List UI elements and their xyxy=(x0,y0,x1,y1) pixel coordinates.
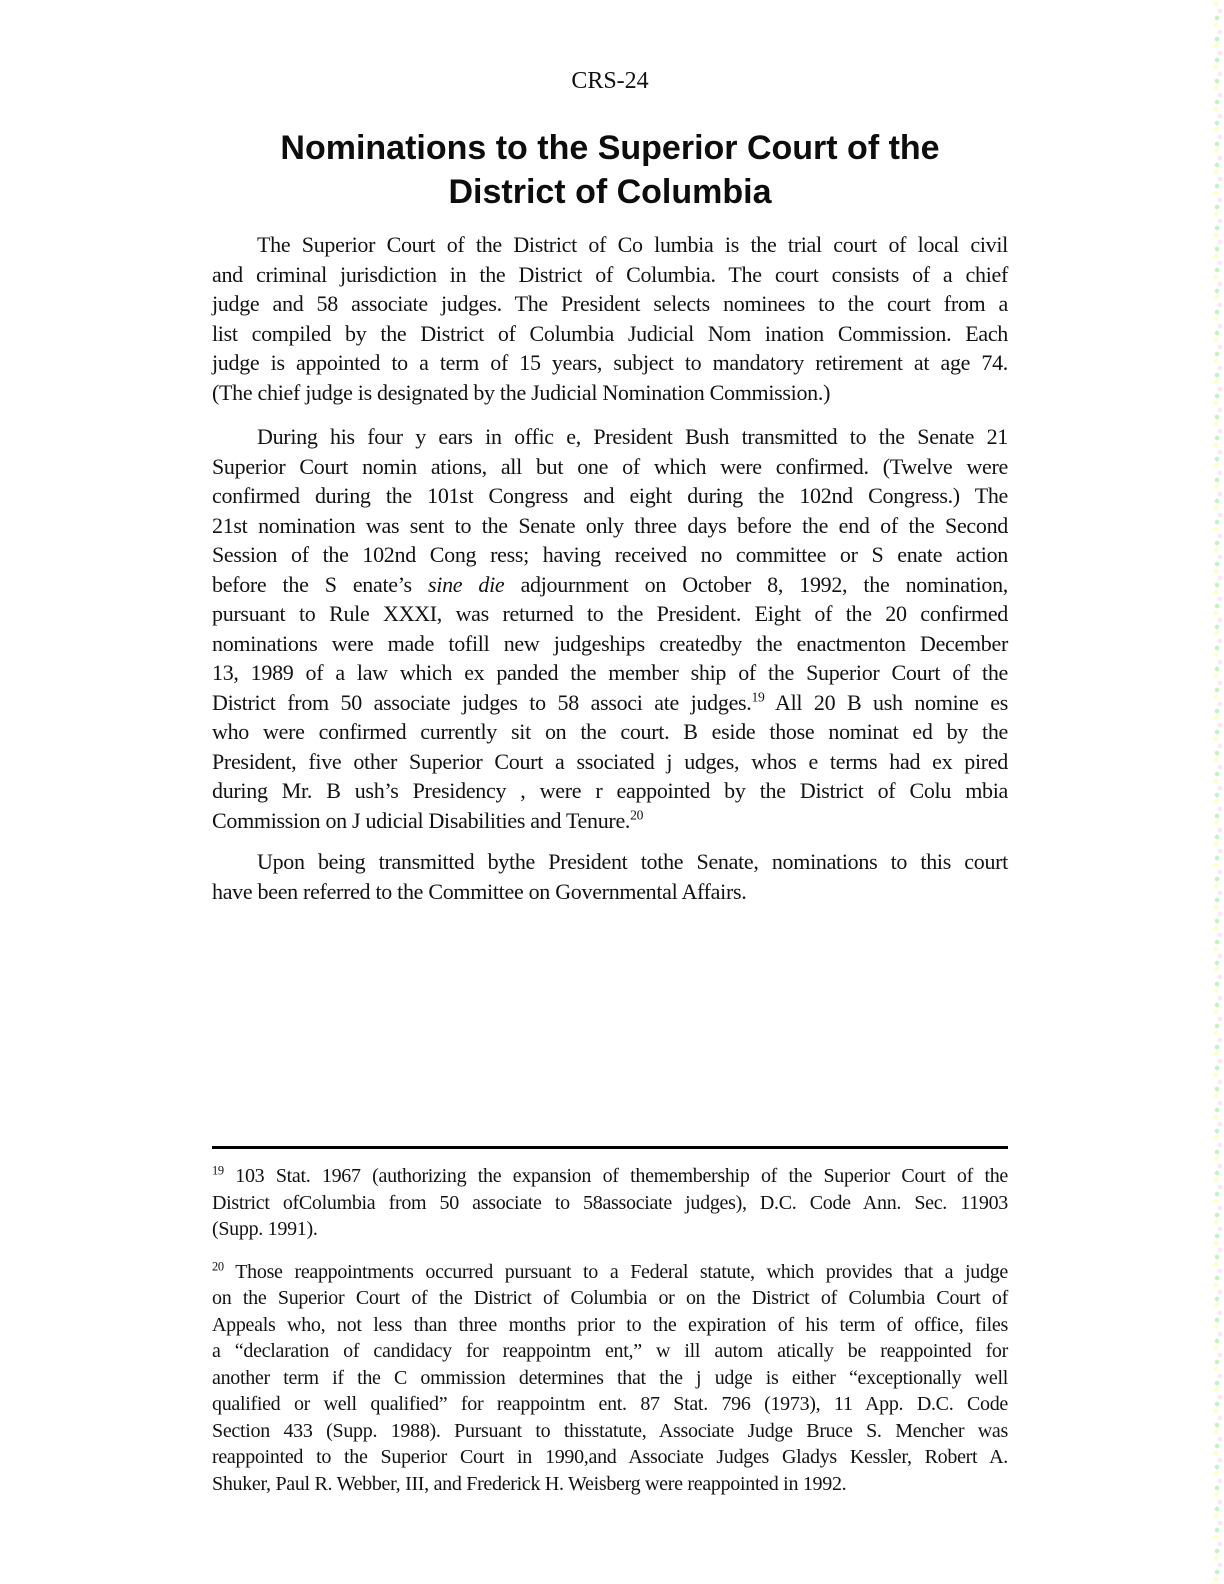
document-title xyxy=(212,126,1008,214)
text-line: confirmed during the 101st Congress and eight during the 102nd Congress.) The xyxy=(212,483,1008,508)
text-line: judge and 58 associate judges. The President selects nominees to the court from a xyxy=(212,291,1008,316)
text-line: list compiled by the District of Columbia Judicial Nom ination Commission. Each xyxy=(212,320,1008,346)
page-header: CRS-24 xyxy=(571,68,649,94)
text-line: $^{19}$ 103 Stat. 1967 (authorizing the expansion of themembership of the Superior Court of the xyxy=(212,1163,1008,1187)
text-line: during Mr. B ush’s Presidency , were r eappointed by the District of Colu mbia xyxy=(212,778,1008,803)
title-line-2: District of Columbia xyxy=(448,173,772,211)
text-line: (The chief judge is designated by the Judicial Nomination Commission.) xyxy=(212,379,831,405)
text-line: qualified or well qualified” for reappointm ent. 87 Stat. 796 (1973), 11 App. D.C. Code xyxy=(212,1393,1008,1415)
text-line: Session of the 102nd Cong ress; having received no committee or S enate action xyxy=(212,542,1008,567)
paragraph xyxy=(212,422,1008,835)
text-line: 21st nomination was sent to the Senate only three days before the end of the Second xyxy=(212,512,1008,538)
footnotes-section xyxy=(212,1163,1008,1497)
text-line: before the S enate’s sine die adjournment on October 8, 1992, the nomination, xyxy=(212,571,1008,597)
text-line: and criminal jurisdiction in the District of Columbia. The court consists of a chief xyxy=(212,261,1008,287)
text-line: 13, 1989 of a law which ex panded the member ship of the Superior Court of the xyxy=(212,660,1008,685)
body-paragraphs xyxy=(212,230,1008,906)
text-line: Shuker, Paul R. Webber, III, and Frederick H. Weisberg were reappointed in 1992. xyxy=(212,1472,847,1495)
footnote-19 xyxy=(212,1163,1008,1243)
text-line: Upon being transmitted bythe President tothe Senate, nominations to this court xyxy=(257,849,1008,874)
text-line: (Supp. 1991). xyxy=(212,1218,318,1240)
footnote-separator-rule xyxy=(212,1146,1008,1149)
text-line: judge is appointed to a term of 15 years, subject to mandatory retirement at age 74. xyxy=(212,350,1008,375)
text-line: During his four y ears in offic e, President Bush transmitted to the Senate 21 xyxy=(257,424,1008,449)
paragraph xyxy=(212,847,1008,906)
text-line: have been referred to the Committee on Governmental Affairs. xyxy=(212,878,747,904)
text-line: President, five other Superior Court a ssociated j udges, whos e terms had ex pired xyxy=(212,748,1008,774)
text-line: Appeals who, not less than three months prior to the expiration of his term of office, files xyxy=(212,1313,1008,1336)
text-line: nominations were made tofill new judgeships createdby the enactmenton December xyxy=(212,630,1008,656)
text-line: District from 50 associate judges to 58 associ ate judges.$^{19}$ All 20 B ush nomine es xyxy=(212,689,1008,715)
scan-artifact-dots xyxy=(1212,0,1224,1584)
text-column xyxy=(212,0,1008,1497)
text-line: on the Superior Court of the District of Columbia or on the District of Columbia Court of xyxy=(212,1287,1008,1309)
text-line: District ofColumbia from 50 associate to 58associate judges), D.C. Code Ann. Sec. 11903 xyxy=(212,1191,1008,1214)
text-line: Section 433 (Supp. 1988). Pursuant to thisstatute, Associate Judge Bruce S. Mencher was xyxy=(212,1419,1008,1442)
footnote-20 xyxy=(212,1259,1008,1498)
text-line: reappointed to the Superior Court in 1990,and Associate Judges Gladys Kessler, Robert A. xyxy=(212,1446,1008,1468)
title-line-1: Nominations to the Superior Court of the xyxy=(280,129,940,167)
text-line: who were confirmed currently sit on the court. B eside those nominat ed by the xyxy=(212,719,1008,744)
text-line: a “declaration of candidacy for reappointm ent,” w ill autom atically be reappointed for xyxy=(212,1340,1008,1362)
text-line: Superior Court nomin ations, all but one of which were confirmed. (Twelve were xyxy=(212,453,1008,479)
text-line: pursuant to Rule XXXI, was returned to the President. Eight of the 20 confirmed xyxy=(212,601,1008,626)
text-line: another term if the C ommission determines that the j udge is either “exceptionally well xyxy=(212,1366,1008,1389)
text-line: Commission on J udicial Disabilities and Tenure.$^{20}$ xyxy=(212,807,644,833)
paragraph xyxy=(212,230,1008,407)
text-line: The Superior Court of the District of Co lumbia is the trial court of local civil xyxy=(257,232,1008,257)
text-line: $^{20}$ Those reappointments occurred pursuant to a Federal statute, which provides that a judge xyxy=(212,1258,1008,1283)
